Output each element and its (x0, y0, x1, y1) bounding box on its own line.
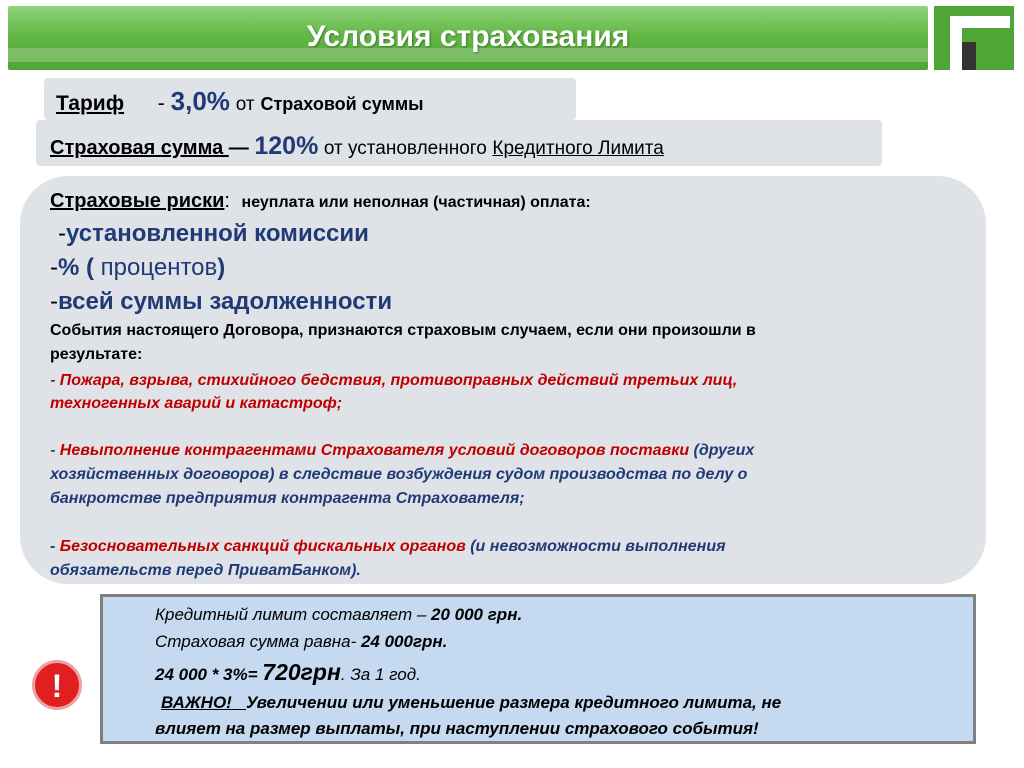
tariff-row (56, 86, 424, 117)
risk-item-dash: - (58, 220, 66, 247)
events-line-1: События настоящего Договора, признаются страховым случаем, если они произошли в (50, 322, 756, 339)
calc-credit-limit-value: 20 000 грн. (431, 605, 523, 624)
sum-label: Страховая сумма (50, 137, 229, 159)
event-contractors-row (50, 442, 754, 460)
event-sanctions-cont: обязательств перед ПриватБанком). (50, 562, 361, 579)
risk-item-label: всей суммы задолженности (58, 288, 393, 315)
event-sanctions-note: (и невозможности выполнения (465, 538, 726, 555)
tariff-base: Страховой суммы (260, 94, 424, 114)
insured-sum-row (50, 132, 664, 161)
warning-text: Увеличении или уменьшение размера кредитного лимита, не (246, 693, 782, 712)
risk-item-dash: - (50, 288, 58, 315)
risks-intro: неуплата или неполная (частичная) оплата: (241, 194, 591, 211)
logo-frame (950, 16, 1010, 70)
event-fire-text: Пожара, взрыва, стихийного бедствия, противоправных действий третьих лиц, (59, 372, 738, 389)
events-line-2: результате: (50, 346, 143, 363)
tariff-box (44, 78, 576, 120)
event-dash: - (50, 538, 60, 555)
tariff-from: от (235, 94, 255, 115)
event-dash: - (50, 372, 60, 389)
calc-credit-limit-label: Кредитный лимит составляет – (155, 605, 432, 624)
risk-item-dash: - (50, 254, 58, 281)
calc-insured-sum (155, 632, 447, 652)
important-gap (232, 693, 246, 712)
tariff-label: Тариф (56, 92, 125, 115)
exclamation-glyph: ! (51, 668, 63, 704)
tariff-value: 3,0% (170, 86, 230, 116)
logo-dark-block (962, 42, 976, 70)
calc-warning-line2: влияет на размер выплаты, при наступлении страхового события! (155, 719, 759, 738)
risk-item-close: ) (217, 254, 226, 281)
calc-result: 720грн (262, 659, 341, 685)
page-title: Условия страхования (306, 20, 630, 53)
exclamation-icon (32, 660, 82, 710)
risks-heading-row (50, 190, 591, 213)
event-sanctions-text: Безосновательных санкций фискальных органов (59, 538, 466, 555)
risk-item-label: установленной комиссии (66, 220, 369, 247)
event-contractors-cont2: банкротстве предприятия контрагента Страхователя; (50, 490, 525, 507)
risk-item-debt (50, 288, 392, 316)
calc-insured-sum-value: 24 000грн. (360, 632, 448, 651)
calc-formula (155, 659, 421, 686)
tariff-dash: - (157, 92, 165, 115)
event-fire-row (50, 372, 737, 390)
calculation-box (100, 594, 976, 744)
calc-warning-line1 (161, 693, 781, 713)
calc-period: . За 1 год. (340, 665, 421, 684)
risk-item-interest (50, 254, 225, 282)
calc-insured-sum-label: Страховая сумма равна- (155, 632, 361, 651)
sum-base: Кредитного Лимита (492, 138, 664, 159)
privatbank-logo (934, 6, 1014, 70)
calc-formula-text: 24 000 * 3%= (155, 665, 263, 684)
title-banner (8, 6, 928, 70)
event-contractors-cont1: хозяйственных договоров) в следствие возбуждения судом производства по делу о (50, 466, 748, 483)
important-label: ВАЖНО! (161, 693, 232, 712)
risks-colon: : (224, 190, 230, 212)
risk-item-commission (58, 220, 369, 248)
event-fire-text-cont: техногенных аварий и катастроф; (50, 395, 343, 412)
risks-panel (20, 176, 986, 584)
risks-heading: Страховые риски (50, 190, 225, 212)
event-sanctions-row (50, 538, 726, 556)
risk-item-percent: % ( (58, 254, 101, 281)
event-contractors-note: (других (689, 442, 755, 459)
insured-sum-box (36, 120, 882, 166)
event-dash: - (50, 442, 60, 459)
event-contractors-text: Невыполнение контрагентами Страхователя условий договоров поставки (59, 442, 690, 459)
risk-item-label: процентов (100, 254, 218, 281)
sum-dash: — (228, 137, 249, 159)
calc-credit-limit (155, 605, 522, 625)
sum-value: 120% (254, 132, 319, 160)
sum-from: от установленного (323, 138, 487, 159)
